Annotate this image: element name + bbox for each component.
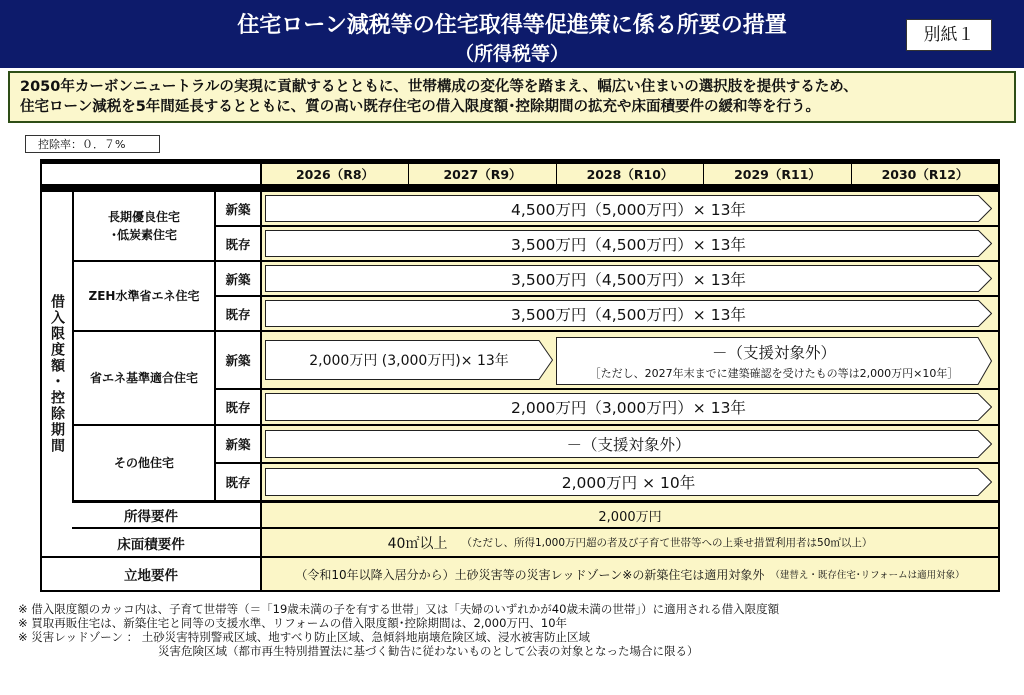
- footnote: ※ 買取再販住宅は、新築住宅と同等の支援水準、リフォームの借入限度額･控除期間は、2,000万円、10年: [18, 616, 568, 630]
- side-label: 借入限度額・控除期間: [42, 192, 72, 556]
- footnote: ※ 借入限度額のカッコ内は、子育て世帯等（＝「19歳未満の子を有する世帯」又は「夫婦のいずれかが40歳未満の世帯」）に適用される借入限度額: [18, 602, 780, 616]
- category-label: ZEH水準省エネ住宅: [74, 262, 214, 330]
- type-existing-label: 既存: [216, 297, 260, 330]
- floor-area-requirement-value: 40㎡以上 （ただし、所得1,000万円超の者及び子育て世帯等への上乗せ措置利用者は50㎡以上）: [262, 529, 998, 556]
- type-existing-label: 既存: [216, 464, 260, 500]
- type-existing-label: 既存: [216, 227, 260, 260]
- location-requirement-label: 立地要件: [42, 558, 260, 590]
- header-empty-cell: [42, 164, 260, 184]
- summary-line-1: 2050年カーボンニュートラルの実現に貢献するとともに、世帯構成の変化等を踏まえ、幅広い住まいの選択肢を提供するため、: [20, 79, 858, 95]
- type-new-label: 新築: [216, 426, 260, 462]
- annex-label: 別紙１: [906, 19, 992, 51]
- category-label: 省エネ基準適合住宅: [74, 332, 214, 424]
- year-header: 2026（R8）: [262, 164, 408, 184]
- year-header: 2029（R11）: [704, 164, 851, 184]
- value-arrow: 3,500万円（4,500万円）× 13年: [265, 265, 992, 292]
- deduction-rate: 控除率：０．７%: [25, 135, 160, 153]
- footnotes: [18, 602, 779, 658]
- year-header: 2028（R10）: [557, 164, 703, 184]
- type-new-label: 新築: [216, 262, 260, 295]
- value-arrow: 3,500万円（4,500万円）× 13年: [265, 230, 992, 257]
- page-subtitle: （所得税等）: [454, 43, 569, 65]
- year-header: 2030（R12）: [852, 164, 998, 184]
- footnote: 災害危険区域（都市再生特別措置法に基づく勧告に従わないものとして公表の対象となった場合に限る）: [158, 644, 699, 658]
- measures-table: [40, 159, 1000, 592]
- value-arrow-excluded: －（支援対象外） ［ただし、2027年末までに建築確認を受けたもの等は2,000万円×10年］: [556, 337, 992, 385]
- summary-line-2: 住宅ローン減税を5年間延長するとともに、質の高い既存住宅の借入限度額･控除期間の拡充や床面積要件の緩和等を行う。: [20, 99, 821, 115]
- location-requirement-value: （令和10年以降入居分から）土砂災害等の災害レッドゾーン※の新築住宅は適用対象外 （建替え・既存住宅･リフォームは適用対象）: [262, 558, 998, 590]
- value-arrow: 2,000万円（3,000万円）× 13年: [265, 393, 992, 421]
- category-label: その他住宅: [74, 426, 214, 500]
- footnote: ※ 災害レッドゾーン ： 土砂災害特別警戒区域、地すべり防止区域、急傾斜地崩壊危険区域、浸水被害防止区域: [18, 630, 591, 644]
- value-arrow: 4,500万円（5,000万円）× 13年: [265, 195, 992, 222]
- year-header: 2027（R9）: [409, 164, 556, 184]
- summary-box: [8, 71, 1016, 123]
- floor-area-requirement-label: 床面積要件: [42, 529, 260, 556]
- category-label: 長期優良住宅 ･低炭素住宅: [74, 192, 214, 260]
- type-existing-label: 既存: [216, 390, 260, 424]
- value-arrow: 3,500万円（4,500万円）× 13年: [265, 300, 992, 327]
- income-requirement-value: 2,000万円: [262, 503, 998, 527]
- value-arrow-short: 2,000万円 (3,000万円)× 13年: [265, 340, 553, 380]
- type-new-label: 新築: [216, 192, 260, 225]
- page-title: 住宅ローン減税等の住宅取得等促進策に係る所要の措置: [237, 13, 787, 38]
- type-new-label: 新築: [216, 332, 260, 388]
- value-arrow: －（支援対象外）: [265, 430, 992, 458]
- value-arrow: 2,000万円 × 10年: [265, 468, 992, 496]
- income-requirement-label: 所得要件: [42, 503, 260, 527]
